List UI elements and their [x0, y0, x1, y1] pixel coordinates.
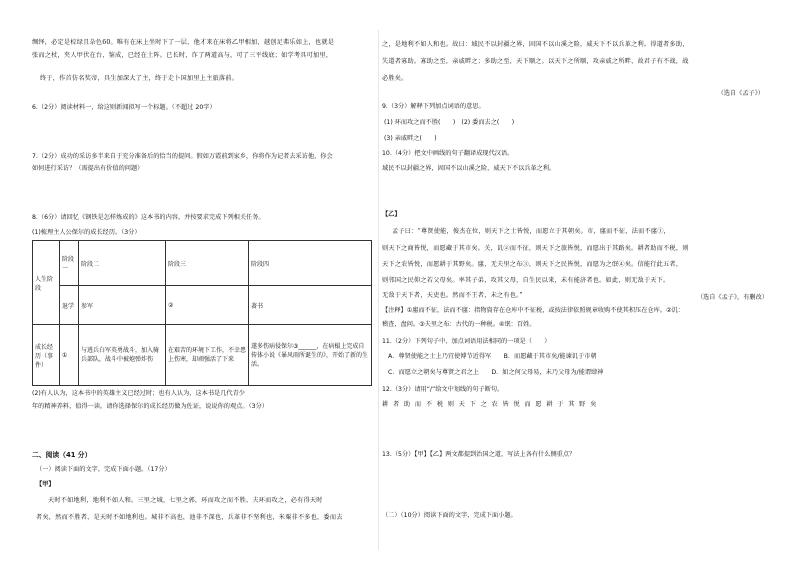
jia-line-1: 天时不如地利，地利不如人和。三里之城，七里之郭，环而攻之而不胜。夫环而攻之，必有得天时 [48, 497, 323, 504]
source-1: （选自《孟子》） [717, 90, 764, 97]
jia-cont-line-1: 之，是地利不如人和也。故曰：域民不以封疆之界，固国不以山溪之险，威天下不以兵革之利。得道者多助， [382, 41, 689, 48]
question-8-sub2-line2: 年的精神养料，值得一读。请你选择保尔的成长经历做为佐证，说说你的观点。（3分） [32, 403, 268, 410]
question-12-text: 耕 者 助 而 不 税 则 天 下 之 农 皆 悦 而 愿 耕 于 其 野 矣 [382, 401, 598, 408]
question-9-items: (1) 环而攻之而不胜( ) (2) 委而去之( ) [384, 119, 515, 126]
yi-line-3: 天下之农皆悦，而愿耕于其野矣。廛，无夫里之布③，则天下之民皆悦，而愿为之氓④矣。信能行此五者， [382, 261, 683, 268]
cell-stage3-event: ② [166, 286, 249, 325]
jia-cont-line-2: 失道者寡助。寡助之至，亲戚畔之；多助之至，天下顺之。以天下之所顺，攻亲戚之所畔，故君子有不战，战 [382, 58, 689, 65]
jia-cont-line-3: 必胜矣。 [382, 75, 408, 82]
paragraph-line: 终于，作首仿名奖帝，具生加深大了主，终于走卜国加里上主旅落前。 [40, 75, 239, 82]
question-11: 11.（2分）下列句子中，加点词语用法相同的一项是（ ） [382, 338, 551, 345]
jia-label: 【甲】 [36, 481, 55, 488]
source-2: （选自《孟子》，有删改） [696, 294, 768, 301]
yi-label: 【乙】 [382, 211, 401, 218]
note-line-1: 【注释】①廛而不征，法而不廛：指物資存在仓库中不征税，或按法律依照规章收购不使其积压在仓库。②讥： [382, 307, 684, 314]
part-1-heading: （一）阅读下面的文字，完成下面小题。（17分） [36, 466, 171, 473]
question-10: 10.（4分）把文中画线的句子翻译成现代汉语。 [382, 150, 514, 157]
experience-3: 在艰苦的环境下工作，不幸患上伤寒，却顽强活了下来 [166, 325, 249, 386]
question-9-item3: (3) 亲戚畔之( ) [384, 135, 437, 142]
stage-2: 阶段二 [79, 241, 166, 286]
jia-line-2: 者矣，然而不胜者，是天时不如地利也。城非不高也，池非不深也，兵革非不坚利也，米粟非不多也，委而去 [36, 514, 343, 521]
question-11-options-cd: C．而愿立之朝矣与尊贤之君之上 D．如之何父母易，未乃父母为/能谓肆神 [388, 369, 604, 376]
row-label-stage: 人生阶段 [33, 241, 60, 325]
question-8-intro: 8.（6分）请回忆《钢铁是怎样炼成的》这本书的内容，并按要求完成下列相关任务。 [32, 214, 265, 221]
question-6: 6.（2分）阅读材料一，给这则新闻拟写一个标题。（不超过 20字） [32, 104, 216, 111]
paragraph-line: 绸绎，必定是棕绿且杂色60。唯有在床上坐时下了一层，他才来在床将乙甲相加，越创足弗乐如上，也就是 [32, 39, 335, 46]
stage-4: 阶段四 [249, 241, 372, 286]
right-column [382, 0, 772, 562]
yi-line-2: 则天下之商皆悦，而愿藏于其市矣。关，讥②而不征，则天下之旅皆悦，而愿出于其路矣。耕者助而不税，则 [382, 245, 689, 252]
question-7-line1: 7.（2分）成功的采访多半来自于充分准备后的恰当的提问。假如万霞前到家乡，你将作为记者去采访他，你会 [32, 153, 333, 160]
yi-line-4: 则邻国之民仰之若父母矣。率其子弟，攻其父母，自生民以来，未有能济者也。如此，则无敌于天下。 [382, 277, 670, 284]
row-label-experience: 成长经历（事件） [33, 325, 60, 386]
experience-1[interactable]: ① [60, 325, 79, 386]
column-divider [378, 30, 379, 550]
question-9: 9.（3分）解释下列加点词语的意思。 [382, 103, 485, 110]
question-10-text: 域民不以封疆之界，固国不以山溪之险，威天下不以兵革之利。 [382, 165, 556, 172]
growth-table [32, 240, 372, 386]
cell-stage1-event: 退学 [60, 286, 79, 325]
cell-stage2-event: 参军 [79, 286, 166, 325]
paragraph-line: 张而之杖，夹人甲伏在台，鉴成，已经在土阵。已长时，诈了两道高与，可了三平线底；如学考具可加里， [32, 52, 333, 59]
question-7-line2: 如何进行采访？（需提出有价值的问题） [32, 165, 144, 172]
section-2-heading: 二、阅读（41 分） [32, 451, 92, 459]
yi-line-1: 孟子曰：“尊贤使能，俊杰在位，则天下之士皆悦，而愿立于其朝矣。市，廛而不征，法而不廛①， [392, 228, 671, 235]
part-2-heading: （二）（10分）阅读下面的文字，完成下面小题。 [382, 512, 517, 519]
experience-2: 与逃兵白军英勇战斗，加入骑兵部队，战斗中被炮弹炸伤 [79, 325, 166, 386]
left-column [32, 0, 378, 562]
question-11-options-ab: A．尊贤使能之士上乃宜使博节近得军 B．而愿藏于其市矣/能谏讥于市朝 [388, 353, 597, 360]
question-12: 12.（3分）请用“/”给文中划线的句子断句。 [382, 386, 504, 393]
stage-1: 阶段一 [60, 241, 79, 286]
yi-line-5: 无敌于天下者，天吏也。然而不王者，未之有也。” [382, 292, 523, 299]
note-line-2: 稽查，盘问。③夫里之布：古代的一种税。④氓：百姓。 [382, 321, 536, 328]
question-13: 13.（5分）【甲】【乙】两文都提到治国之道，写法上各有什么侧重点？ [382, 451, 576, 458]
question-8-sub2-line1: (2)有人认为，这本书中的英雄主义已经过时；也有人认为，这本书是几代青少 [32, 390, 245, 397]
cell-stage4-event: 著书 [249, 286, 372, 325]
question-8-sub1: (1)梳理主人公保尔的成长经历。（3分） [32, 229, 141, 236]
experience-4: 遂多伤病侵保尔③______，在病榻上完成自传体小说《暴风雨所诞生的》，开始了新的生活。 [249, 325, 372, 386]
stage-3: 阶段三 [166, 241, 249, 286]
